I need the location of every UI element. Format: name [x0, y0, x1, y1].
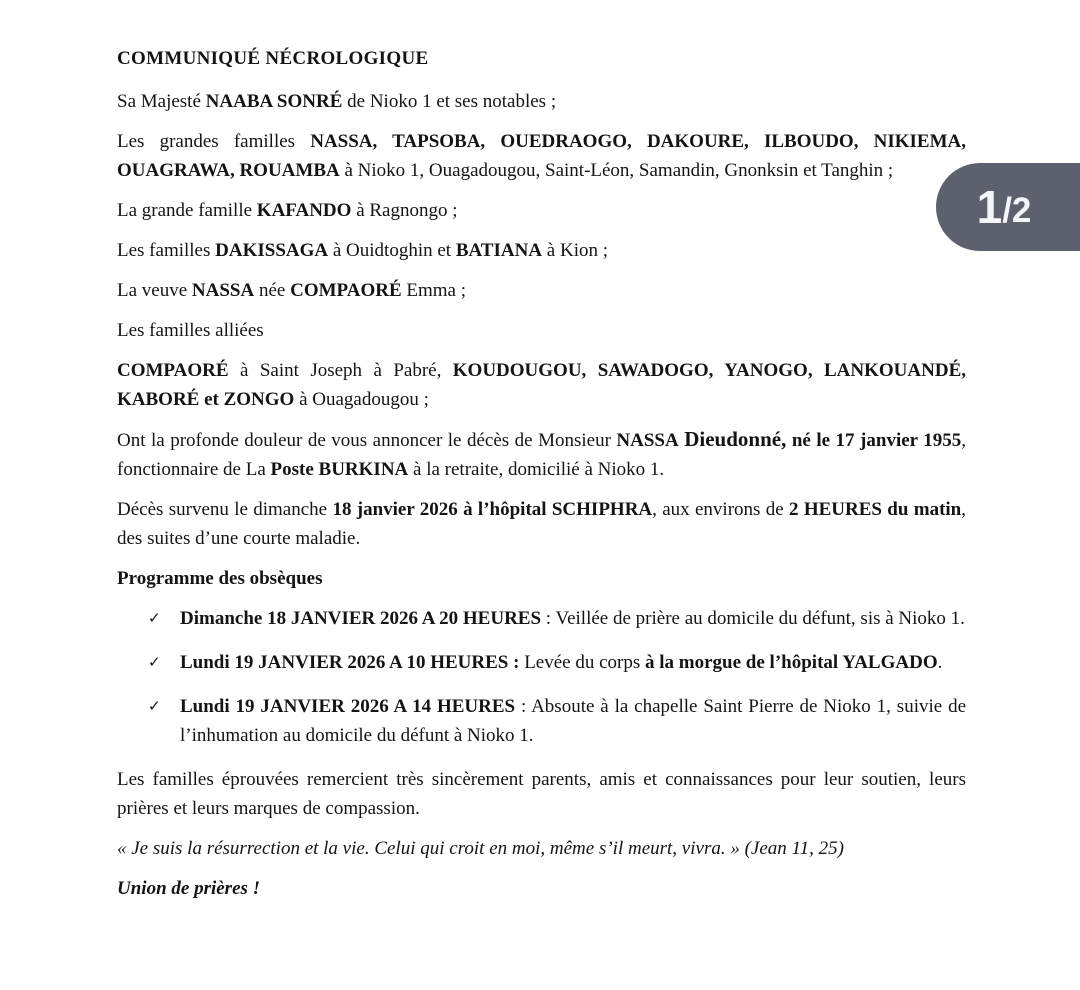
program-item-levee-du-corps: [117, 648, 966, 677]
paragraph-majesty: Sa Majesté NAABA SONRÉ de Nioko 1 et ses notables ;: [117, 91, 557, 112]
paragraph-compaore-families: COMPAORÉ à Saint Joseph à Pabré, KOUDOUGOU, SAWADOGO, YANOGO, LANKOUANDÉ, KABORÉ et ZONGO à Ouagadougou ;: [117, 360, 966, 410]
page-total-number: 2: [1011, 190, 1032, 230]
paragraph-widow: La veuve NASSA née COMPAORÉ Emma ;: [117, 280, 467, 301]
program-item-text: Lundi 19 JANVIER 2026 A 10 HEURES : Levée du corps à la morgue de l’hôpital YALGADO.: [180, 652, 943, 673]
paragraph-dakissaga-batiana: Les familles DAKISSAGA à Ouidtoghin et BATIANA à Kion ;: [117, 240, 609, 261]
check-icon: ✓: [148, 697, 161, 715]
program-item-veillee: [117, 604, 966, 633]
page-current-number: 1: [976, 181, 1003, 233]
document-body: [117, 44, 966, 914]
page-separator: /: [1002, 190, 1012, 230]
paragraph-bible-quote: « Je suis la résurrection et la vie. Celui qui croit en moi, même s’il meurt, vivra. » (Jean 11, 25): [117, 838, 844, 859]
paragraph-union-de-prieres: Union de prières !: [117, 878, 261, 899]
paragraph-death-announcement: Ont la profonde douleur de vous annoncer le décès de Monsieur NASSA Dieudonné, né le 17 janvier 1955, fonctionnaire de La Poste BURKINA à la retraite, domicilié à Nioko 1.: [117, 427, 966, 480]
paragraph-thanks: Les familles éprouvées remercient très sincèrement parents, amis et connaissances pour leur soutien, leurs prières et leurs marques de compassion.: [117, 769, 966, 819]
program-heading: Programme des obsèques: [117, 568, 323, 589]
document-title: COMMUNIQUÉ NÉCROLOGIQUE: [117, 48, 429, 69]
program-item-absoute: [117, 692, 966, 750]
paragraph-kafando-family: La grande famille KAFANDO à Ragnongo ;: [117, 200, 458, 221]
program-item-text: Dimanche 18 JANVIER 2026 A 20 HEURES : Veillée de prière au domicile du défunt, sis à Nioko 1.: [180, 608, 965, 629]
paragraph-grand-families: Les grandes familles NASSA, TAPSOBA, OUEDRAOGO, DAKOURE, ILBOUDO, NIKIEMA, OUAGRAWA, ROUAMBA à Nioko 1, Ouagadougou, Saint-Léon, Samandin, Gnonksin et Tanghin ;: [117, 131, 966, 181]
paragraph-death-details: Décès survenu le dimanche 18 janvier 2026 à l’hôpital SCHIPHRA, aux environs de 2 HEURES du matin, des suites d’une courte maladie.: [117, 499, 966, 549]
program-item-text: Lundi 19 JANVIER 2026 A 14 HEURES : Absoute à la chapelle Saint Pierre de Nioko 1, suivie de l’inhumation au domicile du défunt à Nioko 1.: [180, 696, 966, 746]
check-icon: ✓: [148, 609, 161, 627]
paragraph-allied-families: Les familles alliées: [117, 320, 264, 341]
check-icon: ✓: [148, 653, 161, 671]
